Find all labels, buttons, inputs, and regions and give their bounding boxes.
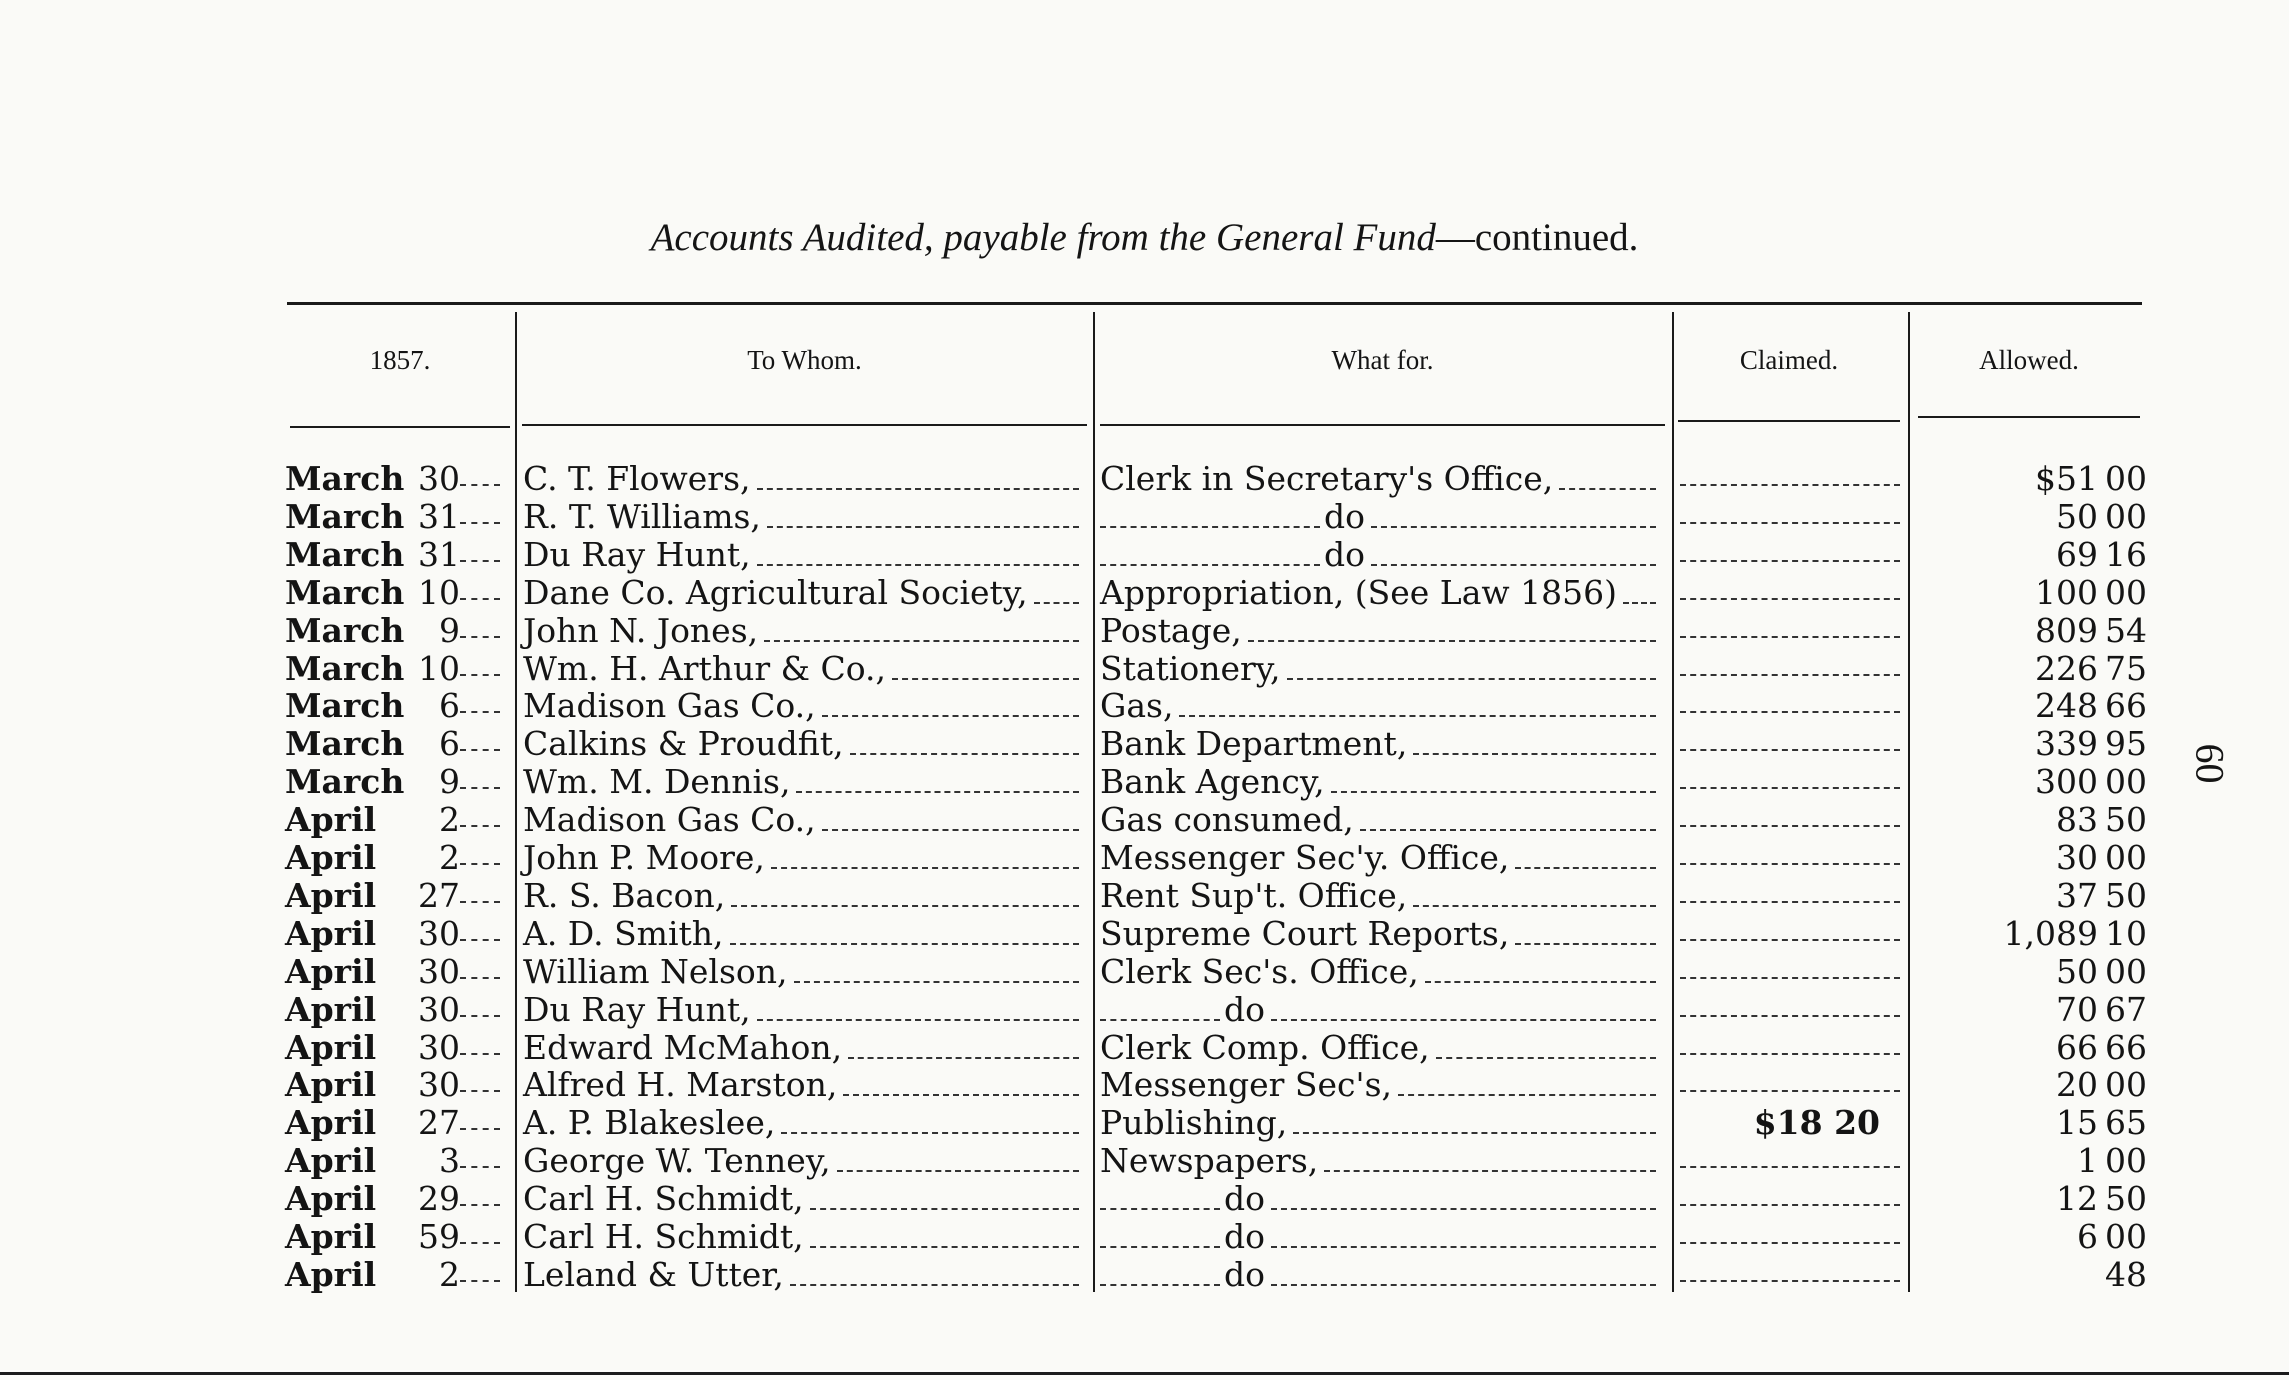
allowed-cents: 65 — [2105, 1103, 2147, 1143]
row-month: March — [285, 610, 405, 650]
allowed-dollars: 83 — [2056, 800, 2098, 840]
allowed-cents: 66 — [2105, 686, 2147, 726]
row-month: March — [285, 496, 405, 536]
allowed-dollars: 6 — [2077, 1217, 2098, 1256]
payee-name: Leland & Utter, — [523, 1254, 784, 1294]
purpose-text: Stationery, — [1100, 648, 1281, 688]
row-claimed — [1680, 1066, 1900, 1092]
row-payee — [523, 877, 1083, 915]
row-month: April — [285, 913, 377, 953]
table-row — [0, 801, 2289, 839]
allowed-dollars: 50 — [2056, 496, 2098, 536]
payee-name: Calkins & Proudfit, — [523, 724, 844, 764]
row-purpose — [1100, 612, 1660, 650]
header-underline-5 — [1918, 416, 2140, 418]
row-month: March — [285, 459, 405, 498]
header-underline-1 — [290, 426, 510, 428]
row-leader — [460, 1180, 510, 1206]
allowed-dollars: 37 — [2056, 875, 2098, 915]
row-day: 31 — [418, 534, 460, 574]
row-day: 2 — [439, 800, 460, 840]
allowed-dollars: 1 — [2077, 1141, 2098, 1181]
row-leader — [460, 915, 510, 941]
row-purpose — [1100, 1256, 1660, 1294]
row-purpose — [1100, 953, 1660, 991]
payee-name: Wm. H. Arthur & Co., — [523, 648, 886, 688]
purpose-text: do — [1224, 989, 1265, 1029]
allowed-cents: 95 — [2105, 724, 2147, 764]
row-month: March — [285, 534, 405, 574]
row-month: April — [285, 1103, 377, 1143]
allowed-dollars: 1,089 — [2003, 913, 2098, 953]
row-payee — [523, 1029, 1083, 1067]
row-day: 30 — [418, 459, 460, 498]
allowed-cents: 75 — [2105, 648, 2147, 688]
row-payee — [523, 687, 1083, 725]
row-month: April — [285, 1179, 377, 1219]
row-purpose — [1100, 763, 1660, 801]
allowed-cents: 00 — [2105, 1217, 2147, 1256]
header-underline-4 — [1678, 420, 1900, 422]
row-claimed — [1680, 1142, 1900, 1168]
allowed-cents: 00 — [2105, 762, 2147, 802]
row-claimed — [1680, 953, 1900, 979]
header-year: 1857. — [369, 345, 431, 375]
allowed-dollars: 809 — [2035, 610, 2098, 650]
page-title — [0, 215, 2289, 260]
row-purpose — [1100, 687, 1660, 725]
table-top-rule — [287, 302, 2142, 305]
allowed-cents: 00 — [2105, 838, 2147, 877]
allowed-cents: 66 — [2105, 1027, 2147, 1067]
allowed-dollars: 30 — [2056, 838, 2098, 877]
row-purpose — [1100, 574, 1660, 612]
table-row — [0, 1066, 2289, 1104]
row-leader — [460, 650, 510, 676]
allowed-cents: 16 — [2105, 534, 2147, 574]
row-day: 6 — [439, 724, 460, 764]
row-day: 30 — [418, 1065, 460, 1105]
row-purpose — [1100, 1029, 1660, 1067]
row-claimed — [1680, 877, 1900, 903]
row-month: April — [285, 1217, 377, 1256]
purpose-text: do — [1324, 534, 1365, 574]
header-to-whom: To Whom. — [747, 345, 862, 375]
row-day: 59 — [418, 1217, 460, 1256]
table-row — [0, 991, 2289, 1029]
row-claimed — [1680, 801, 1900, 827]
allowed-cents: 50 — [2105, 875, 2147, 915]
header-underline-2 — [522, 424, 1087, 426]
row-leader — [460, 1066, 510, 1092]
allowed-dollars: 100 — [2035, 572, 2098, 612]
allowed-dollars: 248 — [2035, 686, 2098, 726]
row-payee — [523, 1180, 1083, 1218]
row-payee — [523, 763, 1083, 801]
row-month: March — [285, 762, 405, 802]
row-claimed — [1680, 839, 1900, 865]
row-claimed — [1680, 460, 1900, 486]
allowed-dollars: 50 — [2056, 951, 2098, 991]
payee-name: Madison Gas Co., — [523, 686, 816, 726]
row-day: 6 — [439, 686, 460, 726]
row-day: 27 — [418, 1103, 460, 1143]
row-day: 27 — [418, 875, 460, 915]
row-month: April — [285, 875, 377, 915]
row-claimed — [1680, 1104, 1900, 1142]
row-leader — [460, 574, 510, 600]
purpose-text: Postage, — [1100, 610, 1242, 650]
table-row — [0, 1142, 2289, 1180]
table-row — [0, 763, 2289, 801]
row-leader — [460, 687, 510, 713]
table-row — [0, 1029, 2289, 1067]
row-day: 29 — [418, 1179, 460, 1219]
row-payee — [523, 1256, 1083, 1294]
payee-name: Madison Gas Co., — [523, 800, 816, 840]
row-claimed — [1680, 1256, 1900, 1282]
row-claimed — [1680, 687, 1900, 713]
row-claimed — [1680, 650, 1900, 676]
row-claimed — [1680, 612, 1900, 638]
row-leader — [460, 1104, 510, 1130]
purpose-text: Bank Agency, — [1100, 762, 1325, 802]
purpose-text: Gas, — [1100, 686, 1174, 726]
table-row — [0, 498, 2289, 536]
row-leader — [460, 498, 510, 524]
payee-name: C. T. Flowers, — [523, 459, 751, 498]
row-month: March — [285, 724, 405, 764]
allowed-cents: 00 — [2105, 1141, 2147, 1181]
table-row — [0, 839, 2289, 877]
row-payee — [523, 574, 1083, 612]
purpose-text: Newspapers, — [1100, 1141, 1319, 1181]
row-month: April — [285, 989, 377, 1029]
row-day: 10 — [418, 648, 460, 688]
row-month: April — [285, 1141, 377, 1181]
payee-name: Dane Co. Agricultural Society, — [523, 572, 1028, 612]
row-day: 30 — [418, 951, 460, 991]
table-row — [0, 1180, 2289, 1218]
purpose-text: do — [1324, 496, 1365, 536]
purpose-text: Clerk in Secretary's Office, — [1100, 459, 1554, 498]
allowed-dollars: 70 — [2056, 989, 2098, 1029]
purpose-text: Messenger Sec'y. Office, — [1100, 838, 1510, 877]
header-what-for: What for. — [1331, 345, 1434, 375]
table-row — [0, 574, 2289, 612]
row-payee — [523, 801, 1083, 839]
row-payee — [523, 839, 1083, 877]
row-payee — [523, 1142, 1083, 1180]
claimed-amount: $18 20 — [1753, 1103, 1880, 1143]
payee-name: R. T. Williams, — [523, 496, 761, 536]
payee-name: A. D. Smith, — [523, 913, 724, 953]
row-purpose — [1100, 1142, 1660, 1180]
row-leader — [460, 725, 510, 751]
table-row — [0, 1218, 2289, 1256]
payee-name: A. P. Blakeslee, — [523, 1103, 776, 1143]
row-purpose — [1100, 536, 1660, 574]
row-month: April — [285, 838, 377, 877]
allowed-dollars: 66 — [2056, 1027, 2098, 1067]
payee-name: Wm. M. Dennis, — [523, 762, 791, 802]
payee-name: Du Ray Hunt, — [523, 534, 751, 574]
table-row — [0, 650, 2289, 688]
row-payee — [523, 498, 1083, 536]
allowed-cents: 00 — [2105, 459, 2147, 498]
row-month: March — [285, 572, 405, 612]
payee-name: R. S. Bacon, — [523, 875, 726, 915]
purpose-text: do — [1224, 1217, 1265, 1256]
row-payee — [523, 650, 1083, 688]
row-purpose — [1100, 877, 1660, 915]
table-row — [0, 536, 2289, 574]
row-month: April — [285, 800, 377, 840]
purpose-text: Bank Department, — [1100, 724, 1408, 764]
table-row — [0, 953, 2289, 991]
row-day: 10 — [418, 572, 460, 612]
table-row — [0, 1256, 2289, 1294]
row-payee — [523, 1066, 1083, 1104]
allowed-dollars: 15 — [2056, 1103, 2098, 1143]
purpose-text: Clerk Sec's. Office, — [1100, 951, 1419, 991]
row-purpose — [1100, 991, 1660, 1029]
table-row — [0, 460, 2289, 498]
allowed-cents: 00 — [2105, 572, 2147, 612]
purpose-text: do — [1224, 1179, 1265, 1219]
page-bottom-rule — [0, 1372, 2289, 1375]
page-number: 60 — [2187, 743, 2233, 784]
payee-name: Du Ray Hunt, — [523, 989, 751, 1029]
header-claimed: Claimed. — [1739, 345, 1839, 375]
allowed-dollars: 69 — [2056, 534, 2098, 574]
purpose-text: Appropriation, (See Law 1856) — [1100, 572, 1617, 612]
payee-name: Edward McMahon, — [523, 1027, 843, 1067]
row-purpose — [1100, 915, 1660, 953]
row-purpose — [1100, 725, 1660, 763]
row-month: April — [285, 1027, 377, 1067]
row-leader — [460, 839, 510, 865]
allowed-cents: 00 — [2105, 1065, 2147, 1105]
allowed-dollars: $51 — [2035, 459, 2098, 498]
allowed-dollars: 226 — [2035, 648, 2098, 688]
row-purpose — [1100, 498, 1660, 536]
row-payee — [523, 953, 1083, 991]
row-month: April — [285, 1065, 377, 1105]
row-day: 30 — [418, 989, 460, 1029]
row-leader — [460, 991, 510, 1017]
row-claimed — [1680, 1180, 1900, 1206]
table-row — [0, 612, 2289, 650]
row-purpose — [1100, 460, 1660, 498]
row-leader — [460, 1256, 510, 1282]
row-leader — [460, 1029, 510, 1055]
row-claimed — [1680, 1218, 1900, 1244]
title-continued: —continued. — [1435, 216, 1639, 259]
row-payee — [523, 1104, 1083, 1142]
allowed-dollars: 12 — [2056, 1179, 2098, 1219]
allowed-cents: 67 — [2105, 989, 2147, 1029]
row-leader — [460, 763, 510, 789]
payee-name: John N. Jones, — [523, 610, 759, 650]
table-row — [0, 1104, 2289, 1142]
row-purpose — [1100, 650, 1660, 688]
allowed-cents: 00 — [2105, 496, 2147, 536]
row-claimed — [1680, 915, 1900, 941]
row-payee — [523, 1218, 1083, 1256]
row-purpose — [1100, 839, 1660, 877]
row-day: 9 — [439, 610, 460, 650]
purpose-text: Rent Sup't. Office, — [1100, 875, 1408, 915]
row-day: 2 — [439, 1254, 460, 1294]
payee-name: John P. Moore, — [523, 838, 765, 877]
row-month: March — [285, 648, 405, 688]
header-underline-3 — [1100, 424, 1665, 426]
row-leader — [460, 1142, 510, 1168]
row-leader — [460, 801, 510, 827]
payee-name: Carl H. Schmidt, — [523, 1217, 804, 1256]
row-leader — [460, 460, 510, 486]
row-day: 31 — [418, 496, 460, 536]
table-row — [0, 915, 2289, 953]
payee-name: Carl H. Schmidt, — [523, 1179, 804, 1219]
row-claimed — [1680, 574, 1900, 600]
row-payee — [523, 725, 1083, 763]
allowed-dollars: 20 — [2056, 1065, 2098, 1105]
purpose-text: Gas consumed, — [1100, 800, 1354, 840]
purpose-text: Clerk Comp. Office, — [1100, 1027, 1430, 1067]
purpose-text: Messenger Sec's, — [1100, 1065, 1393, 1105]
row-payee — [523, 991, 1083, 1029]
allowed-dollars: 339 — [2035, 724, 2098, 764]
row-month: March — [285, 686, 405, 726]
row-payee — [523, 536, 1083, 574]
allowed-cents: 50 — [2105, 800, 2147, 840]
row-day: 30 — [418, 1027, 460, 1067]
row-purpose — [1100, 1180, 1660, 1218]
row-purpose — [1100, 1066, 1660, 1104]
row-claimed — [1680, 1029, 1900, 1055]
payee-name: Alfred H. Marston, — [523, 1065, 838, 1105]
payee-name: William Nelson, — [523, 951, 788, 991]
allowed-cents: 00 — [2105, 951, 2147, 991]
allowed-cents: 10 — [2105, 913, 2147, 953]
row-claimed — [1680, 991, 1900, 1017]
row-payee — [523, 915, 1083, 953]
allowed-cents: 50 — [2105, 1179, 2147, 1219]
row-payee — [523, 460, 1083, 498]
row-leader — [460, 612, 510, 638]
purpose-text: Supreme Court Reports, — [1100, 913, 1510, 953]
table-row — [0, 687, 2289, 725]
row-claimed — [1680, 536, 1900, 562]
payee-name: George W. Tenney, — [523, 1141, 831, 1181]
table-row — [0, 877, 2289, 915]
row-leader — [460, 536, 510, 562]
header-allowed: Allowed. — [1979, 345, 2079, 375]
table-row — [0, 725, 2289, 763]
purpose-text: Publishing, — [1100, 1103, 1288, 1143]
row-leader — [460, 953, 510, 979]
allowed-cents: 48 — [2105, 1254, 2147, 1294]
row-day: 30 — [418, 913, 460, 953]
row-month: April — [285, 951, 377, 991]
row-claimed — [1680, 763, 1900, 789]
row-payee — [523, 612, 1083, 650]
row-day: 2 — [439, 838, 460, 877]
row-month: April — [285, 1254, 377, 1294]
row-claimed — [1680, 498, 1900, 524]
row-day: 3 — [439, 1141, 460, 1181]
row-purpose — [1100, 1104, 1660, 1142]
row-leader — [460, 1218, 510, 1244]
row-purpose — [1100, 801, 1660, 839]
row-purpose — [1100, 1218, 1660, 1256]
allowed-dollars: 300 — [2035, 762, 2098, 802]
row-leader — [460, 877, 510, 903]
allowed-cents: 54 — [2105, 610, 2147, 650]
title-italic: Accounts Audited, payable from the General Fund — [650, 216, 1436, 259]
row-day: 9 — [439, 762, 460, 802]
purpose-text: do — [1224, 1254, 1265, 1294]
row-claimed — [1680, 725, 1900, 751]
